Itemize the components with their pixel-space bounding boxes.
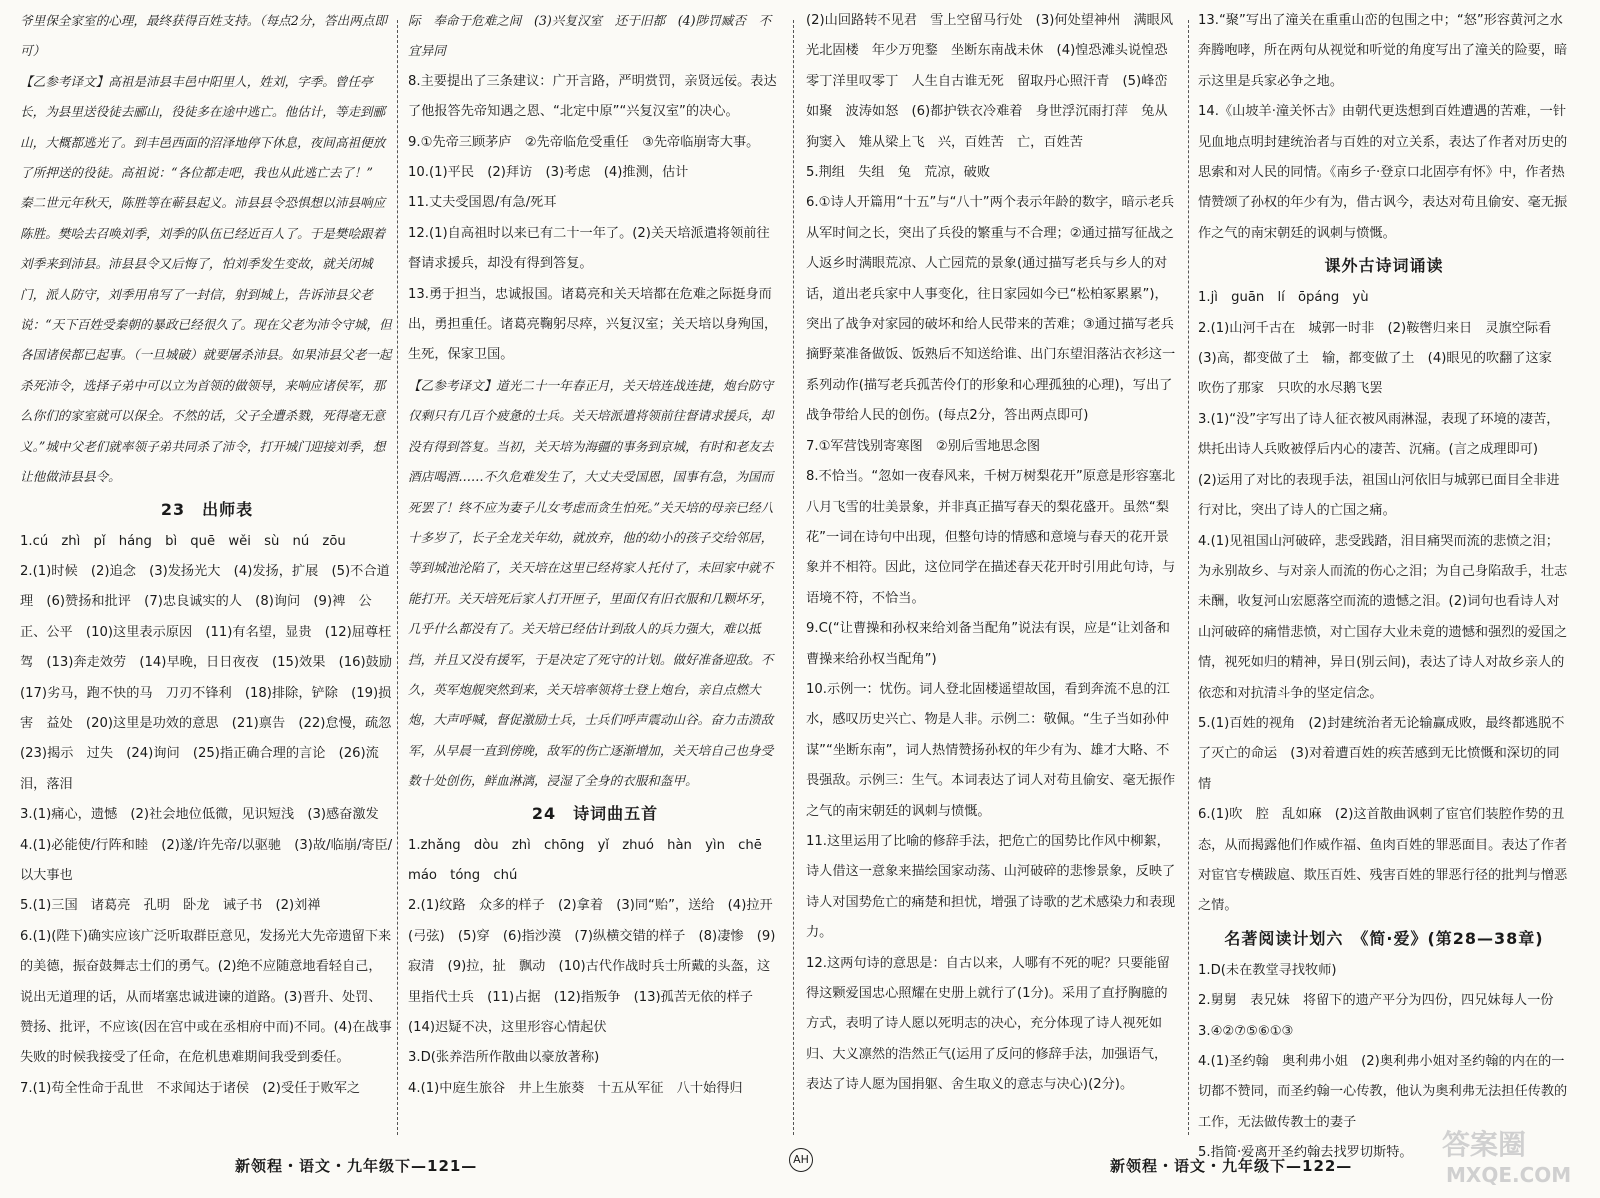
answer-item: 7.①军营饯别寄寒图 ②别后雪地思念图 [806,438,1041,454]
answer-item: 1.cú zhì pǐ háng bì quē wěi sù nú zōu [20,533,346,549]
answer-item: 10.(1)平民 (2)拜访 (3)考虑 (4)推测，估计 [408,165,689,181]
section-title: 课外古诗词诵读 [1324,256,1444,276]
answer-item: 4.(1)见祖国山河破碎，悲受践踏，泪目痛哭而流的悲愤之泪；为永别故乡、与对亲人而流的伤心之泪；为自己身陷敌手，壮志未酬，收复河山宏愿落空而流的遗憾之泪。(2)词句也看诗人对山河破碎的痛惜悲愤，对亡国存大业未竟的遗憾和强烈的爱国之情，视死如归的精神，异日(别云间)，表达了诗人对故乡亲人的依恋和对抗清斗争的坚定信念。 [1198,533,1568,701]
answer-item: 9.①先帝三顾茅庐 ②先帝临危受重任 ③先帝临崩寄大事。 [408,134,760,150]
answer-item: 8.主要提出了三条建议：广开言路，严明赏罚，亲贤远佞。表达了他报答先帝知遇之恩、“北定中原”“兴复汉室”的决心。 [408,73,777,120]
answer-item: 3.D(张养浩所作散曲以豪放著称) [408,1050,600,1066]
answer-item: 1.jì guān lí ōpáng yù [1198,290,1369,306]
translation-paragraph: 【乙参考译文】道光二十一年春正月，关天培连战连捷，炮台防守仅剩只有几百个疲惫的士兵。关天培派遣将领前往督请求援兵，却没有得到答复。当初，关天培为海疆的事务到京城，有时和老友去酒店喝酒……不久危难发生了，大丈夫受国恩，国事有急，为国而死罢了！终不应为妻子儿女考虑而贪生怕死。”关天培的母亲已经八十多岁了，长子全龙关年幼，就放弃，他的幼小的孩子交给邻居，等到城池沦陷了，关天培在这里已经将家人托付了，未回家中就不能打开。关天培死后家人打开匣子，里面仅有旧衣服和几颗坏牙，几乎什么都没有了。关天培已经估计到敌人的兵力强大，难以抵挡，并且又没有援军，于是决定了死守的计划。做好准备迎敌。不久，英军炮舰突然到来，关天培率领将士登上炮台，亲自点燃大炮，大声呼喊，督促激励士兵，士兵们呼声震动山谷。奋力击溃敌军，从早晨一直到傍晚，敌军的伤亡逐渐增加，关天培自己也身受数十处创伤，鲜血淋漓，浸湿了全身的衣服和盔甲。 [408,377,774,789]
answer-item: 2.(1)山河千古在 城郭一时非 (2)鞍辔归来日 灵旗空际看 (3)高，都变做了土 输，都变做了土 (4)眼见的吹翻了这家 吹伤了那家 只吹的水尽鹅飞罢 [1198,320,1566,397]
answer-item: 12.(1)自高祖时以来已有二十一年了。(2)关天培派遣将领前往督请求援兵，却没有得到答复。 [408,225,770,272]
answer-item: 12.这两句诗的意思是：自古以来，人哪有不死的呢？只要能留得这颗爱国忠心照耀在史册上就行了(1分)。采用了直抒胸臆的方式，表明了诗人愿以死明志的决心，充分体现了诗人视死如归、大义凛然的浩然正气(运用了反问的修辞手法，加强语气，表达了诗人愿为国捐躯、舍生取义的意志与决心)(2分)。 [806,955,1170,1093]
translation-paragraph: 【乙参考译文】高祖是沛县丰邑中阳里人，姓刘，字季。曾任亭长，为县里送役徒去郦山，役徒多在途中逃亡。他估计，等走到郦山，大概都逃光了。到丰邑西面的沼泽地停下休息，夜间高祖便放了所押送的役徒。高祖说：“各位都走吧，我也从此逃亡去了！” [20,73,386,181]
answer-item: 3.④②⑦⑤⑥①③ [1198,1023,1294,1039]
answer-item: 6.(1)吹 腔 乱如麻 (2)这首散曲讽刺了宦官们装腔作势的丑态，从而揭露他们作威作福、鱼肉百姓的罪恶面目。表达了作者对宦官专横跋扈、欺压百姓、残害百姓的罪恶行径的批判与憎恶之情。 [1198,807,1568,914]
answer-item: 3.(1)“没”字写出了诗人征衣被风雨淋湿，表现了环境的凄苦，烘托出诗人兵败被俘后内心的凄苦、沉痛。(言之成理即可) [1198,411,1560,458]
answer-item: 1.zhǎng dòu zhì chōng yǐ zhuó hàn yìn chē máo tóng chú [408,837,776,883]
answer-item: (2)山回路转不见君 雪上空留马行处 (3)何处望神州 满眼风光北固楼 年少万兜鍪 坐断东南战未休 (4)惶恐滩头说惶恐 零丁洋里叹零丁 人生自古谁无死 留取丹心照汗青 (5)峰峦如聚 波涛如怒 (6)都护铁衣冷难着 身世浮沉雨打萍 兔从狗窦入 雉从梁上飞 兴，百姓苦 亡，百姓苦 [806,13,1181,150]
answer-item: 4.(1)必能使/行阵和睦 (2)遂/许先帝/以驱驰 (3)故/临崩/寄臣/以大事也 [20,837,393,883]
footer-right: 新领程・语文・九年级下—122— [1110,1157,1353,1175]
section-title: 名著阅读计划六 《简·爱》(第28—38章) [1224,928,1544,948]
answer-item: (2)运用了对比的表现手法，祖国山河依旧与城郭已面目全非进行对比，突出了诗人的亡国之痛。 [1198,472,1560,519]
column-divider [397,20,398,1135]
answer-item: 13.勇于担当，忠诚报国。诸葛亮和关天培都在危难之际挺身而出，勇担重任。诸葛亮鞠躬尽瘁，兴复汉室；关天培以身殉国，生死，保家卫国。 [408,286,778,363]
answer-item: 2.(1)时候 (2)追念 (3)发扬光大 (4)发扬，扩展 (5)不合道理 (6)赞扬和批评 (7)忠良诚实的人 (8)询问 (9)裨 公正、公平 (10)这里表示原因 (11)有名望，显贵 (12)屈尊枉驾 (13)奔走效劳 (14)早晚，日日夜夜 (15)效果 (16)鼓励 (17)劣马，跑不快的马 刀刃不锋利 (18)排除，铲除 (19)损害 益处 (20)这里是功效的意思 (21)禀告 (22)怠慢，疏忽 (23)揭示 过失 (24)询问 (25)指正确合理的言论 (26)流泪，落泪 [20,563,406,792]
column-2 [408,6,782,1136]
column-divider [793,20,794,1135]
section-title: 24 诗词曲五首 [531,803,659,823]
watermark-line1: 答案圈 [1442,1128,1527,1161]
translation-paragraph: 际 奉命于危难之间 (3)兴复汉室 还于旧都 (4)陟罚臧否 不宜异同 [408,13,772,59]
answer-item: 5.荆组 失组 兔 荒凉，破败 [806,165,991,181]
answer-item: 7.(1)苟全性命于乱世 不求闻达于诸侯 (2)受任于败军之 [20,1080,361,1096]
answer-item: 6.(1)(陛下)确实应该广泛听取群臣意见，发扬光大先帝遗留下来的美德，振奋鼓舞志士们的勇气。(2)绝不应随意地看轻自己，说出无道理的话，从而堵塞忠诚进谏的道路。(3)晋升、处罚、赞扬、批评，不应该(因在宫中或在丞相府中而)不同。(4)在战事失败的时候我接受了任命，在危机患难期间我受到委任。 [20,928,392,1066]
watermark-icon [1436,1120,1586,1192]
answer-item: 6.①诗人开篇用“十五”与“八十”两个表示年龄的数字，暗示老兵从军时间之长，突出了兵役的繁重与不合理；②通过描写征战之人返乡时满眼荒凉、人亡园荒的景象(通过描写老兵与乡人的对话，道出老兵家中人事变化，往日家园如今已“松柏冢累累”)，突出了战争对家园的破坏和给人民带来的苦难；③通过描写老兵摘野菜准备做饭、饭熟后不知送给谁、出门东望泪落沾衣衫这一系列动作(描写老兵孤苦伶仃的形象和心理孤独的心理)，写出了战争带给人民的创伤。(每点2分，答出两点即可) [806,195,1176,424]
answer-item: 11.丈夫受国恩/有急/死耳 [408,195,557,211]
answer-item: 4.(1)中庭生旅谷 井上生旅葵 十五从军征 八十始得归 [408,1080,743,1096]
column-divider [1188,20,1189,1135]
answer-item: 3.(1)痛心，遗憾 (2)社会地位低微，见识短浅 (3)感奋激发 [20,807,379,823]
answer-item: 14.《山坡羊·潼关怀古》由朝代更迭想到百姓遭遇的苦难，一针见血地点明封建统治者与百姓的对立关系，表达了作者对历史的思索和对人民的同情。《南乡子·登京口北固亭有怀》中，作者热情赞颂了孙权的年少有为，借古讽今，表达对苟且偷安、毫无振作之气的南宋朝廷的讽刺与愤慨。 [1198,104,1568,241]
answer-item: 5.指简·爱离开圣约翰去找罗切斯特。 [1198,1145,1413,1161]
watermark-line2: MXQE.COM [1446,1163,1572,1187]
column-3 [806,6,1180,1136]
answer-item: 11.这里运用了比喻的修辞手法，把危亡的国势比作风中柳絮，诗人借这一意象来描绘国家动荡、山河破碎的悲惨景象，反映了诗人对国势危亡的痛楚和担忧，增强了诗歌的艺术感染力和表现力。 [806,833,1176,941]
answer-item: 8.不恰当。“忽如一夜春风来，千树万树梨花开”原意是形容塞北八月飞雪的壮美景象，并非真正描写春天的梨花盛开。虽然“梨花”一词在诗句中出现，但整句诗的情感和意境与春天的花开景象并不相符。因此，这位同学在描述春天花开时引用此句诗，与语境不符，不恰当。 [806,469,1176,606]
section-title: 23 出师表 [160,499,254,519]
answer-item: 1.D(未在教堂寻找牧师) [1198,962,1337,978]
answer-item: 4.(1)圣约翰 奥利弗小姐 (2)奥利弗小姐对圣约翰的内在的一切都不赞同，而圣约翰一心传教，他认为奥利弗无法担任传教的工作，无法做传教士的妻子 [1198,1054,1568,1130]
publisher-logo: AH [789,1148,813,1172]
translation-paragraph: 秦二世元年秋天，陈胜等在蕲县起义。沛县县令恐惧想以沛县响应陈胜。樊哙去召唤刘季，刘季的队伍已经近百人了。于是樊哙跟着刘季来到沛县。沛县县令又后悔了，怕刘季发生变故，就关闭城门，派人防守，刘季用帛写了一封信，射到城上，告诉沛县父老说：“天下百姓受秦朝的暴政已经很久了。现在父老为沛令守城，但各国诸侯都已起事。（一旦城破）就要屠杀沛县。如果沛县父老一起杀死沛令，选择子弟中可以立为首领的做领导，来响应诸侯军，那么你们的家室就可以保全。不然的话，父子全遭杀戮，死得毫无意义。”城中父老们就率领子弟共同杀了沛令，打开城门迎接刘季，想让他做沛县县令。 [20,195,392,485]
column-1 [20,6,406,1136]
answer-item: 5.(1)三国 诸葛亮 孔明 卧龙 诫子书 (2)刘禅 [20,898,321,914]
answer-item: 9.C(“让曹操和孙权来给刘备当配角”说法有误，应是“让刘备和曹操来给孙权当配角”) [806,621,1170,667]
answer-item: 2.(1)纹路 众多的样子 (2)拿着 (3)同“贻”，送给 (4)拉开(弓弦) (5)穿 (6)指沙漠 (7)纵横交错的样子 (8)凄惨 (9)寂清 (9)拉，扯 飘动 (10)古代作战时兵士所戴的头盔，这里指代士兵 (11)占据 (12)指叛争 (13)孤苦无依的样子 (14)迟疑不决，这里形容心情起伏 [408,898,776,1035]
translation-paragraph: 爷里保全家室的心理，最终获得百姓支持。（每点2分，答出两点即可） [20,13,387,59]
answer-item: 10.示例一：忧伤。词人登北固楼遥望故国，看到奔流不息的江水，感叹历史兴亡、物是人非。示例二：敬佩。“生子当如孙仲谋”“坐断东南”，词人热情赞扬孙权的年少有为、雄才大略、不畏强敌。示例三：生气。本词表达了词人对苟且偷安、毫无振作之气的南宋朝廷的讽刺与愤慨。 [806,681,1176,819]
answer-item: 2.舅舅 表兄妹 将留下的遗产平分为四份，四兄妹每人一份 [1198,993,1554,1009]
answer-item: 5.(1)百姓的视角 (2)封建统治者无论输赢成败，最终都逃脱不了灭亡的命运 (3)对着遭百姓的疾苦感到无比愤慨和深切的同情 [1198,715,1565,792]
footer-left: 新领程・语文・九年级下—121— [235,1157,478,1175]
answer-item: 13.“聚”写出了潼关在重重山峦的包围之中；“怒”形容黄河之水奔腾咆哮，所在两句从视觉和听觉的角度写出了潼关的险要，暗示这里是兵家必争之地。 [1198,13,1568,89]
